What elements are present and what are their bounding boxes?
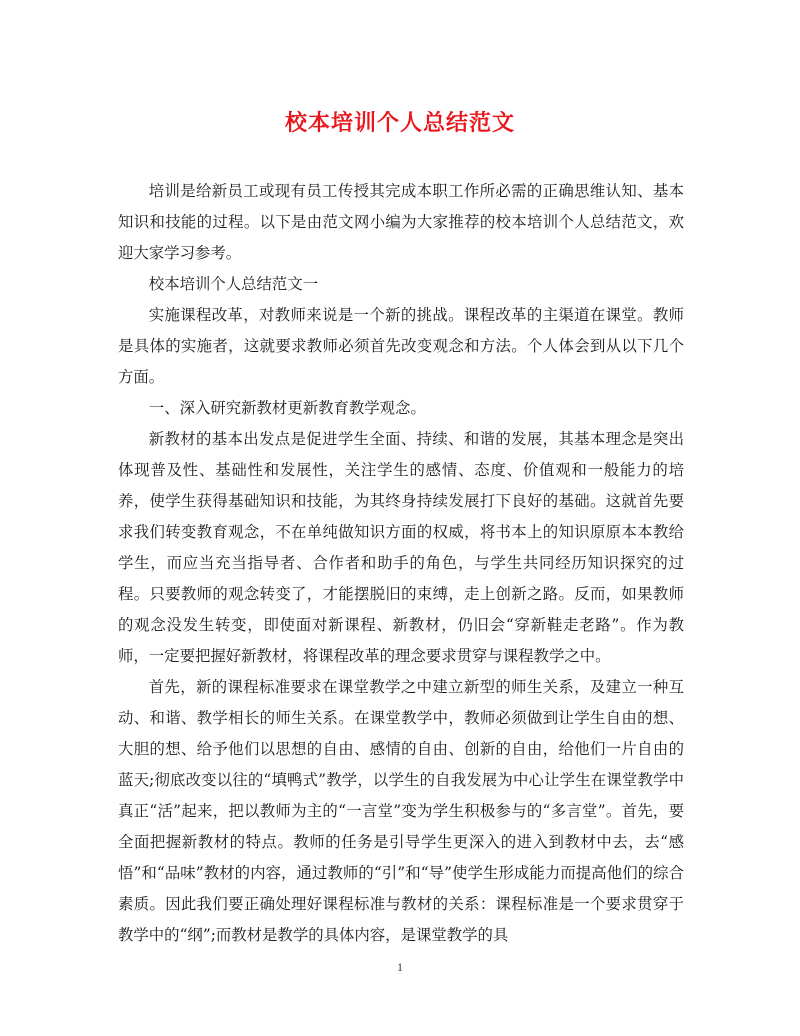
body-paragraph: 新教材的基本出发点是促进学生全面、持续、和谐的发展，其基本理念是突出体现普及性、基础性和发展性，关注学生的感情、态度、价值观和一般能力的培养，使学生获得基础知识和技能，为其终身持续发展打下良好的基础。这就首先要求我们转变教育观念，不在单纯做知识方面的权威，将书本上的知识原原本本教给学生，而应当充当指导者、合作者和助手的角色，与学生共同经历知识探究的过程。只要教师的观念转变了，才能摆脱旧的束缚，走上创新之路。反而，如果教师的观念没发生转变，即使面对新课程、新教材，仍旧会“穿新鞋走老路”。作为教师，一定要把握好新教材，将课程改革的理念要求贯穿与课程教学之中。 [118, 430, 684, 665]
subsection-heading: 一、深入研究新教材更新教育教学观念。 [148, 399, 426, 417]
intro-paragraph: 培训是给新员工或现有员工传授其完成本职工作所必需的正确思维认知、基本知识和技能的过程。以下是由范文网小编为大家推荐的校本培训个人总结范文，欢迎大家学习参考。 [118, 182, 684, 262]
document-body [118, 176, 684, 951]
body-paragraph: 首先，新的课程标准要求在课堂教学之中建立新型的师生关系，及建立一种互动、和谐、教学相长的师生关系。在课堂教学中，教师必须做到让学生自由的想、大胆的想、给予他们以思想的自由、感情的自由、创新的自由，给他们一片自由的蓝天;彻底改变以往的“填鸭式”教学，以学生的自我发展为中心让学生在课堂教学中真正“活”起来，把以教师为主的“一言堂”变为学生积极参与的“多言堂”。首先，要全面把握新教材的特点。教师的任务是引导学生更深入的进入到教材中去，去“感悟”和“品味”教材的内容，通过教师的“引”和“导”使学生形成能力而提高他们的综合素质。因此我们要正确处理好课程标准与教材的关系：课程标准是一个要求贯穿于教学中的“纲”;而教材是教学的具体内容，是课堂教学的具 [118, 678, 684, 944]
page-number: 1 [397, 960, 403, 974]
section-heading: 校本培训个人总结范文一 [148, 275, 319, 293]
body-paragraph: 实施课程改革，对教师来说是一个新的挑战。课程改革的主渠道在课堂。教师是具体的实施者，这就要求教师必须首先改变观念和方法。个人体会到从以下几个方面。 [118, 306, 684, 386]
document-title: 校本培训个人总结范文 [284, 110, 515, 136]
